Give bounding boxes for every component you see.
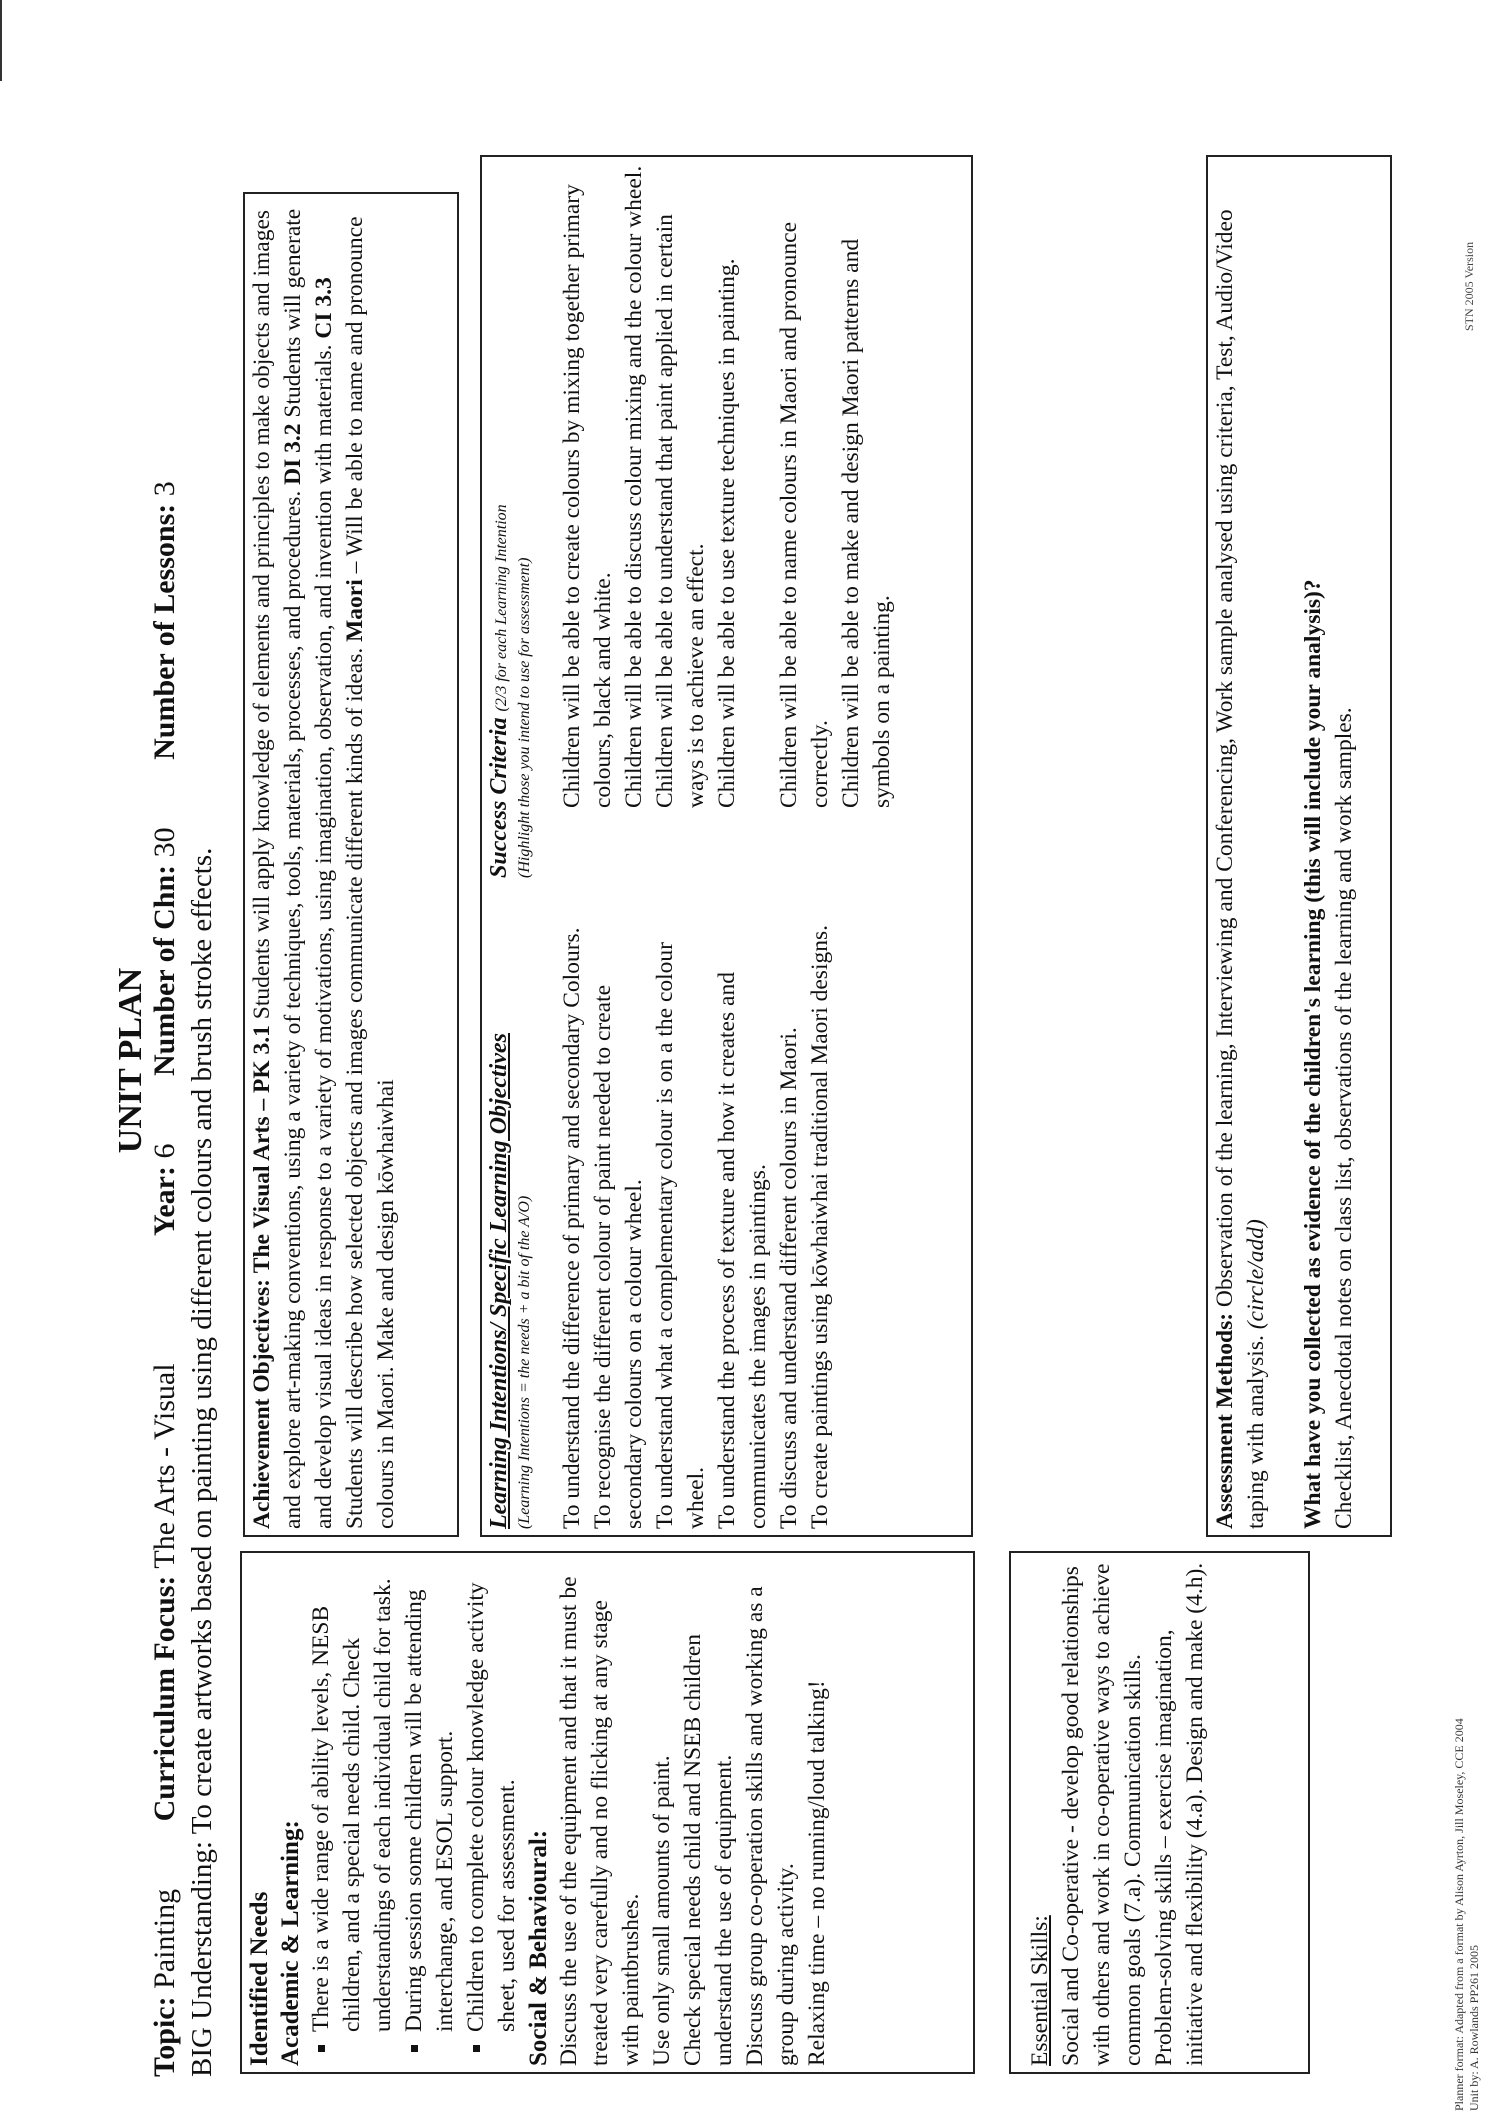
di-code: DI 3.2 (280, 423, 306, 485)
learning-intention-item: To create paintings using kōwhaiwhai traditional Maori designs. (807, 924, 833, 1529)
assessment-label: Assessment Methods: (1212, 1312, 1238, 1529)
di-text: Students will generate and develop visual ideas in response to a variety of motivations, using imagination, observation, and invention with materials. (280, 208, 337, 1529)
success-criteria-highlight-note: (Highlight those you intend to use for assessment) (516, 557, 533, 878)
social-heading: Social & Behavioural: (525, 1829, 552, 2066)
essential-skill-item: Problem-solving skills – exercise imagination, initiative and flexibility (4.a). Design and make (4.h). (1151, 1562, 1208, 2066)
focus-value: The Arts - Visual (148, 1363, 181, 1569)
achievement-text (247, 200, 402, 1529)
success-criterion-item: Children will be able to make and design Maori patterns and symbols on a painting. (838, 238, 895, 808)
social-item: Discuss group co-operation skills and working as a group during activity. (742, 1586, 799, 2066)
footer-unit-credit: Unit by: A. Rowlands PP261 2005 (1467, 1944, 1481, 2111)
social-item: Discuss the use of the equipment and that it must be treated very carefully and no flicking at any stage with paintbrushes. (556, 1576, 644, 2066)
academic-heading: Academic & Learning: (277, 1820, 304, 2066)
evidence-answer: Checklist, Anecdotal notes on class list, observations of the learning and work samples. (1331, 707, 1357, 1529)
big-value: To create artworks based on painting using different colours and brush stroke effects. (186, 847, 218, 1835)
learning-intentions-note: (Learning Intentions = the needs + a bit of the A/O) (516, 1195, 533, 1529)
success-criteria-column (482, 157, 971, 890)
maori-text: – Will be able to name and pronounce colours in Maori. Make and design kōwhaiwhai (342, 216, 399, 1529)
year-value: 6 (148, 1143, 181, 1159)
academic-item: ▪ There is a wide range of ability levels, NESB children, and a special needs child. Check understandings of each individual child for task. (306, 1559, 399, 2032)
success-criteria-list (557, 163, 898, 878)
success-criteria-note: (2/3 for each Learning Intention (493, 504, 510, 712)
success-criterion-item: Children will be able to discuss colour mixing and the colour wheel. (621, 165, 647, 808)
academic-item: ▪ Children to complete colour knowledge activity sheet, used for assessment. (461, 1559, 523, 2032)
maori-label: Maori (342, 579, 368, 642)
academic-item: ▪ During session some children will be attending interchange, and ESOL support. (399, 1559, 461, 2032)
learning-intention-item: To understand the difference of primary and secondary Colours. (559, 927, 585, 1529)
scan-artifact-line (0, 0, 2, 81)
achievement-area: The Visual Arts – (249, 1098, 275, 1274)
social-item: Relaxing time – no running/loud talking! (804, 1680, 830, 2066)
success-criterion-item: Children will be able to understand that paint applied in certain ways is to achieve an effect. (652, 214, 709, 808)
topic-value: Painting (148, 1888, 181, 1989)
essential-skills-box (1009, 1551, 1310, 2074)
pk-text: Students will apply knowledge of elements and principles to make objects and images and explore art-making conventions, using a variety of techniques, tools, materials, processes, and procedures. (249, 209, 306, 1529)
ci-text: Students will describe how selected objects and images communicate different kinds of ideas. (342, 647, 368, 1529)
assessment-text: Observation of the learning, Interviewing and Conferencing, Work sample analysed using criteria, Test, Audio/Video taping with analysis. (1212, 209, 1269, 1529)
footer-credits (1452, 1718, 1482, 2111)
achievement-label: Achievement Objectives: (249, 1279, 275, 1529)
learning-intention-item: To recognise the different colour of paint needed to create secondary colours on a colour wheel. (590, 984, 647, 1529)
achievement-objectives-box (243, 192, 459, 1537)
lessons-value: 3 (148, 481, 181, 497)
assessment-methods (1210, 163, 1272, 1529)
lessons-label: Number of Lessons: (148, 503, 181, 760)
assessment-box (1206, 155, 1392, 1537)
page-title: UNIT PLAN (112, 967, 149, 1154)
social-item: Use only small amounts of paint. (649, 1755, 675, 2066)
learning-intention-item: To understand the process of texture and how it creates and communicates the images in paintings. (714, 972, 771, 1529)
children-value: 30 (148, 827, 181, 858)
success-criterion-item: Children will be able to name colours in Maori and pronounce correctly. (776, 221, 833, 808)
identified-needs-heading: Identified Needs (246, 1891, 273, 2066)
children-label: Number of Chn: (148, 864, 181, 1076)
circle-add-note: (circle/add) (1243, 1219, 1269, 1330)
success-criteria-heading: Success Criteria (486, 717, 512, 878)
success-criterion-item: Children will be able to create colours by mixing together primary colours, black and white. (559, 184, 616, 808)
big-understanding (186, 848, 219, 2077)
success-criterion-item: Children will be able to use texture techniques in painting. (714, 258, 740, 808)
essential-skills-heading: Essential Skills: (1027, 1915, 1053, 2066)
footer-format-credit: Planner format: Adapted from a format by Alison Ayrton, Jill Moseley, CCE 2004 (1452, 1718, 1466, 2111)
topic-label: Topic: (148, 1996, 181, 2077)
learning-intention-item: To discuss and understand different colours in Maori. (776, 1027, 802, 1529)
learning-intentions-column (482, 890, 971, 1535)
ci-code: CI 3.3 (311, 277, 337, 339)
learning-success-box (480, 155, 973, 1537)
academic-list (306, 1559, 523, 2066)
learning-intentions-heading: Learning Intentions/ Specific Learning Objectives (486, 1033, 512, 1529)
essential-skill-item: Social and Co-operative - develop good relationships with others and work in co-operative ways to achieve common goals (7.a). Communication skills. (1058, 1563, 1146, 2066)
big-label: BIG Understanding: (186, 1841, 218, 2077)
year-label: Year: (148, 1166, 181, 1236)
version-label: STN 2005 Version (1462, 241, 1476, 331)
evidence-question: What have you collected as evidence of the children's learning (this will include your analysis)? (1300, 579, 1326, 1529)
identified-needs-box (240, 1551, 975, 2074)
focus-label: Curriculum Focus: (148, 1575, 181, 1822)
header-row (148, 481, 182, 2077)
pk-code: PK 3.1 (249, 1025, 275, 1093)
learning-intention-item: To understand what a complementary colour is on a the colour wheel. (652, 942, 709, 1529)
social-item: Check special needs child and NSEB children understand the use of equipment. (680, 1633, 737, 2066)
